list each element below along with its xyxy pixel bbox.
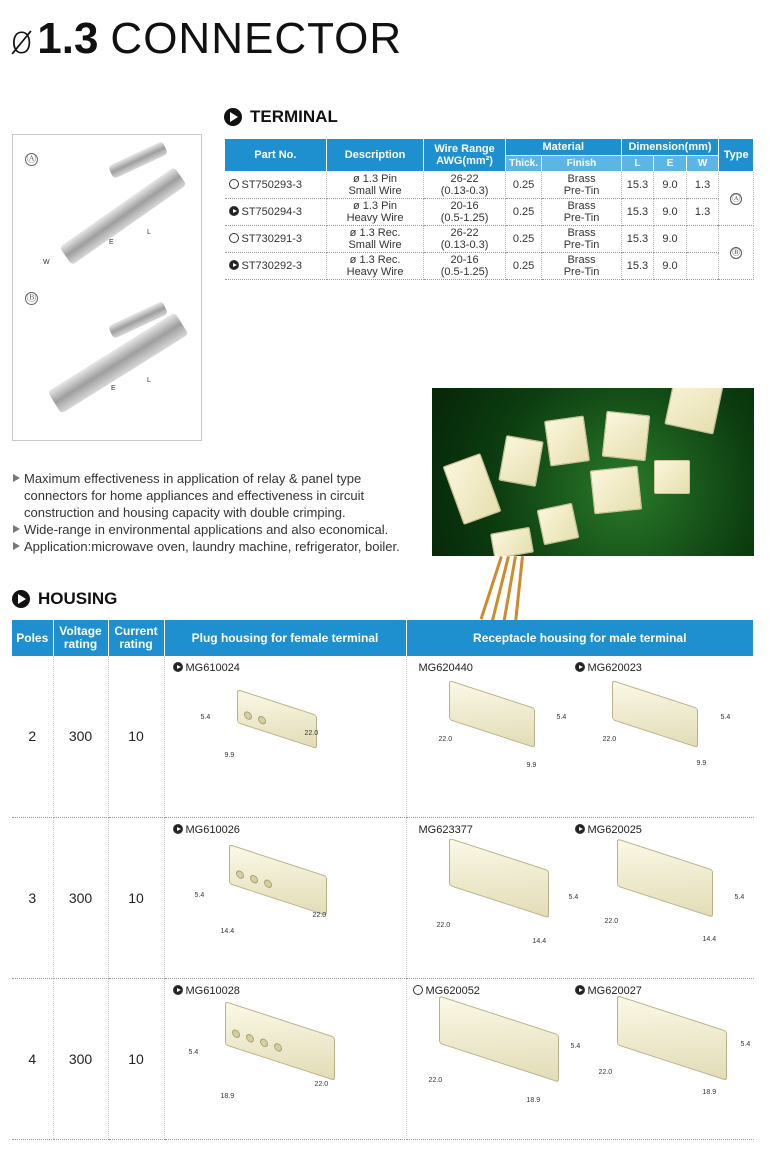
arrow-circle-icon xyxy=(575,824,585,834)
dim-width: 9.9 xyxy=(224,752,235,759)
housing-photo-piece xyxy=(490,527,534,556)
dim-height: 5.4 xyxy=(740,1040,751,1048)
dim-length: 22.0 xyxy=(604,917,619,925)
receptacle-housing-image xyxy=(617,995,727,1081)
desc-line2: Heavy Wire xyxy=(346,212,404,224)
housing-heading xyxy=(12,589,117,609)
dim-width: 18.9 xyxy=(702,1088,717,1096)
code-text: MG610026 xyxy=(185,823,240,836)
col-voltage: Voltage rating xyxy=(53,620,108,656)
thickness: 0.25 xyxy=(505,226,542,253)
dim-w: 1.3 xyxy=(686,199,719,226)
finish-name: Pre-Tin xyxy=(563,239,600,251)
awg-range: 26-22 xyxy=(450,173,479,185)
dim-height: 5.4 xyxy=(556,714,567,721)
list-item: Wide-range in environmental applications and also economical. xyxy=(12,521,427,538)
type-a-badge: Ⓐ xyxy=(732,194,741,203)
part-code xyxy=(575,985,642,997)
dim-l: 15.3 xyxy=(621,172,654,199)
current-value: 10 xyxy=(108,656,164,817)
arrow-circle-icon xyxy=(575,985,585,995)
table-row xyxy=(225,226,754,253)
product-photo xyxy=(432,388,754,556)
arrow-circle-icon xyxy=(173,985,183,995)
dim-l: 15.3 xyxy=(621,199,654,226)
cavity xyxy=(250,873,258,884)
thickness: 0.25 xyxy=(505,172,542,199)
housing-photo-piece xyxy=(602,411,651,461)
poles-value: 2 xyxy=(12,656,53,817)
part-code xyxy=(413,985,480,997)
part-number: ST750294-3 xyxy=(241,206,303,218)
dim-w xyxy=(686,226,719,253)
dim-length: 22.0 xyxy=(312,911,327,919)
finish-name: Pre-Tin xyxy=(563,266,600,278)
terminal-heading xyxy=(224,107,338,127)
plug-housing-image xyxy=(225,1001,335,1081)
housing-photo-piece xyxy=(590,466,642,515)
dim-height: 5.4 xyxy=(734,893,745,901)
dim-length: 22.0 xyxy=(598,1068,613,1076)
col-l: L xyxy=(621,156,654,172)
dim-length: 22.0 xyxy=(304,730,319,737)
part-code xyxy=(173,824,240,836)
dim-length: 22.0 xyxy=(438,736,453,743)
terminal-table xyxy=(224,138,754,280)
col-wire-range: Wire Range AWG(mm²) xyxy=(424,139,505,172)
code-text: MG620052 xyxy=(425,984,480,997)
housing-photo-piece xyxy=(537,503,580,546)
code-text: MG620440 xyxy=(418,662,473,674)
arrow-circle-icon xyxy=(12,590,30,608)
type-a-label: Ⓐ xyxy=(26,154,37,165)
dim-w: 1.3 xyxy=(686,172,719,199)
col-receptacle: Receptacle housing for male terminal xyxy=(406,620,754,656)
desc-line1: ø 1.3 Rec. xyxy=(349,227,401,239)
awg-range: 26-22 xyxy=(450,227,479,239)
pin-terminal-image xyxy=(59,167,186,265)
dim-l: 15.3 xyxy=(621,253,654,280)
page-title xyxy=(10,14,402,64)
table-row xyxy=(12,817,754,978)
code-text: MG610024 xyxy=(185,662,240,674)
col-description: Description xyxy=(326,139,424,172)
dim-width: 14.4 xyxy=(532,937,547,945)
housing-heading-text: HOUSING xyxy=(38,589,118,608)
dim-length: 22.0 xyxy=(314,1080,329,1088)
table-row xyxy=(225,253,754,280)
part-code xyxy=(575,824,642,836)
current-value: 10 xyxy=(108,817,164,978)
table-row xyxy=(12,978,754,1139)
diameter-symbol: ø xyxy=(10,18,34,62)
mm-range: (0.5-1.25) xyxy=(440,266,489,278)
desc-line2: Small Wire xyxy=(348,185,402,197)
dim-l: 15.3 xyxy=(621,226,654,253)
housing-photo-piece xyxy=(654,460,690,494)
cavity xyxy=(260,1037,268,1048)
finish-name: Pre-Tin xyxy=(563,185,600,197)
part-code xyxy=(419,662,473,674)
table-row xyxy=(12,656,754,817)
table-row xyxy=(225,199,754,226)
housing-photo-piece xyxy=(498,435,543,487)
col-material: Material xyxy=(505,139,621,156)
part-code xyxy=(575,662,642,674)
col-current: Current rating xyxy=(108,620,164,656)
dim-height: 5.4 xyxy=(570,1042,581,1050)
cavity xyxy=(258,715,266,726)
desc-line2: Heavy Wire xyxy=(346,266,404,278)
type-b-badge: Ⓑ xyxy=(732,248,741,257)
material-name: Brass xyxy=(567,200,596,212)
part-number: ST730292-3 xyxy=(241,260,303,272)
col-thick: Thick. xyxy=(505,156,542,172)
code-text: MG620027 xyxy=(587,984,642,997)
dim-width: 14.4 xyxy=(702,935,717,943)
mm-range: (0.13-0.3) xyxy=(440,185,489,197)
col-part-no: Part No. xyxy=(225,139,327,172)
cavity xyxy=(246,1032,254,1043)
ring-icon xyxy=(229,233,239,243)
col-e: E xyxy=(654,156,687,172)
wire xyxy=(514,556,524,622)
table-row xyxy=(225,172,754,199)
receptacle-housing-image xyxy=(617,838,713,917)
material-name: Brass xyxy=(567,227,596,239)
plug-cell xyxy=(165,656,406,816)
dim-e: 9.0 xyxy=(654,172,687,199)
voltage-value: 300 xyxy=(53,817,108,978)
voltage-value: 300 xyxy=(53,656,108,817)
mm-range: (0.13-0.3) xyxy=(440,239,489,251)
title-word: CONNECTOR xyxy=(110,14,403,63)
arrow-circle-icon xyxy=(173,824,183,834)
desc-line2: Small Wire xyxy=(348,239,402,251)
cavity xyxy=(236,869,244,880)
col-poles: Poles xyxy=(12,620,53,656)
material-name: Brass xyxy=(567,173,596,185)
list-item: Maximum effectiveness in application of relay & panel type connectors for home appliances and effectiveness in circuit construction and housing capacity with double crimping. xyxy=(12,470,427,521)
thickness: 0.25 xyxy=(505,199,542,226)
title-size: 1.3 xyxy=(37,14,99,63)
part-code xyxy=(173,662,240,674)
receptacle-housing-image xyxy=(449,680,535,748)
awg-range: 20-16 xyxy=(450,200,479,212)
finish-name: Pre-Tin xyxy=(563,212,600,224)
dim-width: 9.9 xyxy=(526,762,537,769)
ring-icon xyxy=(229,179,239,189)
part-number: ST730291-3 xyxy=(241,233,303,245)
desc-line1: ø 1.3 Pin xyxy=(353,200,398,212)
part-number: ST750293-3 xyxy=(241,179,303,191)
dim-height: 5.4 xyxy=(194,891,205,899)
terminal-image-panel xyxy=(12,134,202,441)
housing-photo-piece xyxy=(443,453,502,525)
cavity xyxy=(264,878,272,889)
receptacle-cell xyxy=(407,979,754,1139)
current-value: 10 xyxy=(108,978,164,1139)
dim-length: 22.0 xyxy=(436,921,451,929)
cavity xyxy=(232,1028,240,1039)
plug-cell xyxy=(165,979,406,1139)
col-plug: Plug housing for female terminal xyxy=(164,620,406,656)
type-b-label: Ⓑ xyxy=(26,293,37,304)
arrow-circle-icon xyxy=(229,206,239,216)
housing-table xyxy=(12,620,754,1140)
terminal-heading-text: TERMINAL xyxy=(250,107,338,126)
dim-height: 5.4 xyxy=(568,893,579,901)
feature-list xyxy=(12,470,427,555)
cavity xyxy=(244,710,252,721)
material-name: Brass xyxy=(567,254,596,266)
dim-width: 18.9 xyxy=(220,1092,235,1100)
desc-line1: ø 1.3 Pin xyxy=(353,173,398,185)
housing-photo-piece xyxy=(544,415,590,466)
ring-icon xyxy=(413,985,423,995)
dim-height: 5.4 xyxy=(720,714,731,721)
part-code xyxy=(419,824,473,836)
dim-e: 9.0 xyxy=(654,226,687,253)
receptacle-housing-image xyxy=(612,680,698,748)
dim-e: 9.0 xyxy=(654,253,687,280)
list-item: Application:microwave oven, laundry machine, refrigerator, boiler. xyxy=(12,538,427,555)
receptacle-cell xyxy=(407,656,754,816)
desc-line1: ø 1.3 Rec. xyxy=(349,254,401,266)
dim-e-label-b: E xyxy=(111,385,116,392)
code-text: MG623377 xyxy=(418,823,473,836)
poles-value: 4 xyxy=(12,978,53,1139)
dim-w-label: W xyxy=(43,259,50,266)
awg-range: 20-16 xyxy=(450,254,479,266)
cavity xyxy=(274,1042,282,1053)
receptacle-housing-image xyxy=(439,995,559,1082)
pin-crimp-wings xyxy=(108,141,168,179)
dim-width: 9.9 xyxy=(696,760,707,767)
arrow-circle-icon xyxy=(229,260,239,270)
arrow-circle-icon xyxy=(224,108,242,126)
col-w: W xyxy=(686,156,719,172)
arrow-circle-icon xyxy=(173,662,183,672)
dim-length: 22.0 xyxy=(428,1076,443,1084)
col-dimension: Dimension(mm) xyxy=(621,139,719,156)
receptacle-cell xyxy=(407,818,754,978)
dim-length: 22.0 xyxy=(602,736,617,743)
dim-e: 9.0 xyxy=(654,199,687,226)
receptacle-housing-image xyxy=(449,837,549,917)
code-text: MG610028 xyxy=(185,984,240,997)
plug-cell xyxy=(165,818,406,978)
code-text: MG620025 xyxy=(587,823,642,836)
poles-value: 3 xyxy=(12,817,53,978)
voltage-value: 300 xyxy=(53,978,108,1139)
plug-housing-image xyxy=(229,844,327,916)
dim-width: 18.9 xyxy=(526,1096,541,1104)
dim-l-label: L xyxy=(147,229,151,236)
part-code xyxy=(173,985,240,997)
plug-housing-image xyxy=(237,689,317,749)
dim-l-label-b: L xyxy=(147,377,151,384)
col-finish: Finish xyxy=(542,156,621,172)
col-type: Type xyxy=(719,139,754,172)
arrow-circle-icon xyxy=(575,662,585,672)
housing-photo-piece xyxy=(664,388,725,435)
code-text: MG620023 xyxy=(587,662,642,674)
thickness: 0.25 xyxy=(505,253,542,280)
dim-w xyxy=(686,253,719,280)
dim-height: 5.4 xyxy=(188,1048,199,1056)
mm-range: (0.5-1.25) xyxy=(440,212,489,224)
dim-height: 5.4 xyxy=(200,714,211,721)
dim-e-label: E xyxy=(109,239,114,246)
dim-width: 14.4 xyxy=(220,927,235,935)
